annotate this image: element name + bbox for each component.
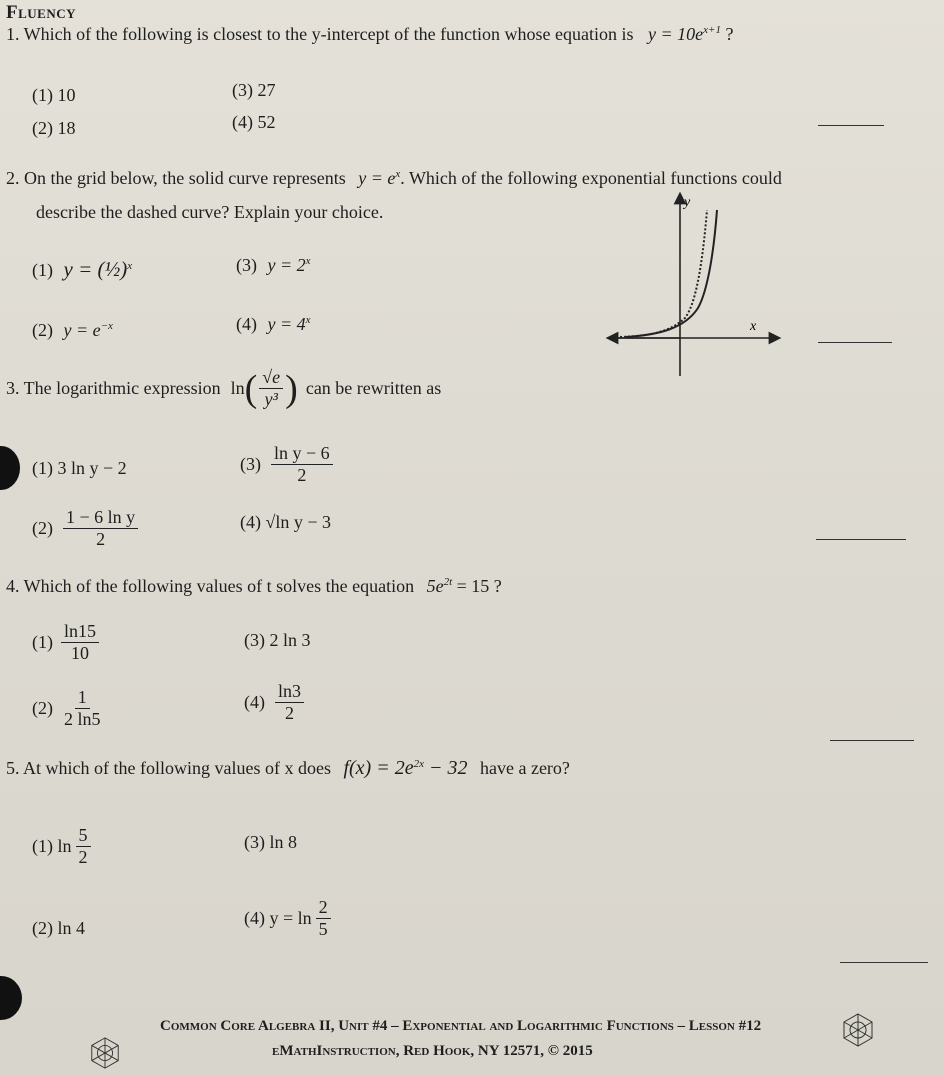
- question-5-text-b: have a zero?: [479, 758, 570, 778]
- q5-option-1: (1) ln $\frac{5}{2}$: [32, 826, 93, 867]
- q5-option-3: (3) ln 8: [244, 832, 297, 852]
- question-2-text-b: . Which of the following exponential functions could: [400, 168, 782, 188]
- question-3-fraction: $\frac{√e}{\text{y³}}$: [259, 368, 283, 409]
- footer-logo-icon: [840, 1012, 876, 1048]
- question-4-equation: 5e: [426, 576, 444, 596]
- question-2: [6, 168, 782, 189]
- binder-hole-bottom: [0, 976, 22, 1020]
- graph-solid-curve: [625, 210, 717, 337]
- question-2-text-c: describe the dashed curve? Explain your choice.: [36, 202, 384, 222]
- question-3-ln: ln: [230, 378, 245, 399]
- question-1-exponent: x+1: [703, 24, 721, 36]
- question-1-end: ?: [725, 24, 734, 44]
- q4-answer-line: [830, 740, 914, 741]
- q3-answer-line: [816, 539, 906, 540]
- question-5-equation: f(x) = 2e: [343, 757, 414, 779]
- q2-graph: [590, 190, 790, 380]
- question-5-text-a: 5. At which of the following values of x does: [6, 758, 331, 778]
- q1-option-4: (4) 52: [232, 112, 276, 132]
- graph-y-label: y: [684, 195, 691, 210]
- q1-option-3: (3) 27: [232, 80, 276, 100]
- footer-publisher-line: eMathInstruction, Red Hook, NY 12571, © 2015: [272, 1043, 593, 1059]
- question-1-text: 1. Which of the following is closest to the y-intercept of the function whose equation is: [6, 24, 634, 44]
- q2-answer-line: [818, 342, 892, 343]
- graph-dashed-curve: [620, 210, 707, 337]
- section-heading: Fluency: [6, 2, 77, 23]
- q1-option-1: (1) 10: [32, 85, 76, 105]
- q3-option-3: (3) $\frac{\text{ln y − 6}}{2}$: [240, 444, 335, 485]
- q4-option-2: (2) $\frac{1}{2 \ln 5}$: [32, 687, 101, 729]
- q2-option-2: (2) $y = e^{-x}$: [32, 320, 113, 340]
- q2-option-1: (1) y = (½)$^x$: [32, 257, 133, 281]
- q3-option-4: (4) √ln y − 3: [240, 512, 332, 532]
- question-3-text-b: can be rewritten as: [305, 378, 442, 399]
- question-5: 5. At which of the following values of x does $f(x) = 2e^{2x} - 32$ have a zero?: [6, 757, 570, 779]
- question-2-exponent: x: [395, 168, 401, 180]
- q3-option-2: (2) $\frac{\text{1 − 6 ln y}}{2}$: [32, 508, 140, 549]
- question-2-equation: y = e: [358, 168, 396, 188]
- q4-option-3: (3) 2 ln 3: [244, 630, 311, 650]
- question-1-equation: y = 10e: [648, 24, 704, 44]
- q5-option-4: (4) y = ln $\frac{2}{5}$: [244, 898, 333, 939]
- question-1: [6, 24, 733, 45]
- q2-option-4: (4) $y = 4^x$: [236, 314, 311, 334]
- footer-course-line: Common Core Algebra II, Unit #4 – Exponential and Logarithmic Functions – Lesson #12: [160, 1018, 762, 1034]
- q3-option-1: (1) 3 ln y − 2: [32, 458, 127, 478]
- q1-option-2: (2) 18: [32, 118, 76, 138]
- question-3: 3. The logarithmic expression ln ( $\frac{√e}{\text{y³}}$ ) can be rewritten as: [6, 367, 442, 410]
- q4-option-1: (1) $\frac{\ln 15}{10}$: [32, 622, 101, 663]
- q2-option-3: (3) $y = 2^x$: [236, 255, 311, 275]
- question-3-text-a: 3. The logarithmic expression: [6, 378, 221, 399]
- q5-option-2: (2) ln 4: [32, 918, 85, 938]
- q5-answer-line: [840, 962, 928, 963]
- question-2-text-a: 2. On the grid below, the solid curve represents: [6, 168, 346, 188]
- q4-option-4: (4) $\frac{\ln 3}{2}$: [244, 682, 306, 723]
- binder-hole-mid: [0, 446, 20, 490]
- question-4-text: 4. Which of the following values of t solves the equation: [6, 576, 415, 596]
- footer-logo-icon-left: [88, 1036, 122, 1070]
- graph-x-label: x: [750, 319, 757, 334]
- q1-answer-line: [818, 125, 884, 126]
- question-4: 4. Which of the following values of t solves the equation $5e^{2t} = 15$ ?: [6, 576, 502, 596]
